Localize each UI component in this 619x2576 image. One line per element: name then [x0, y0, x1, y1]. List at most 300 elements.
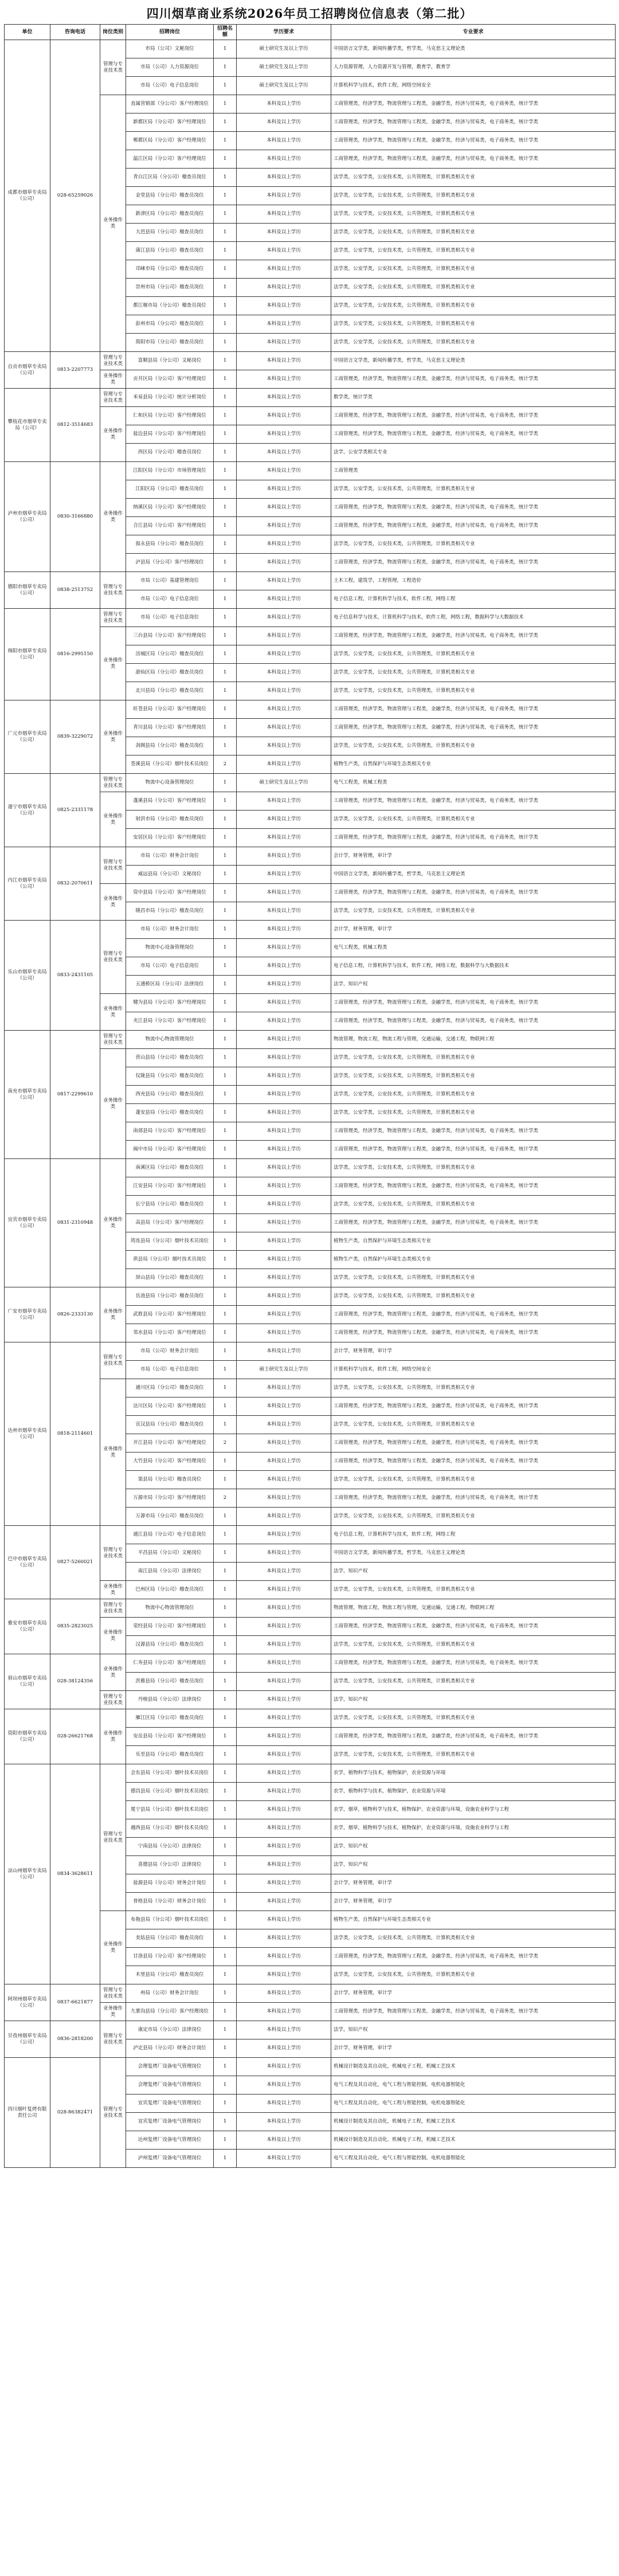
quota-cell: 1: [214, 2076, 237, 2095]
major-cell: 法学类，公安学类，公安技术类，公共管理类，计算机类相关专业: [331, 224, 616, 242]
education-cell: 本科及以上学历: [237, 829, 331, 847]
education-cell: 本科及以上学历: [237, 1856, 331, 1874]
position-cell: 大竹县局（分公司）客户经理岗位: [126, 1453, 214, 1471]
position-cell: 泸州复烤厂设备电气管理岗位: [126, 2150, 214, 2168]
major-cell: 法学类，公安学类，公安技术类，公共管理类，计算机类相关专业: [331, 1966, 616, 1984]
quota-cell: 1: [214, 1453, 237, 1471]
quota-cell: 1: [214, 1471, 237, 1489]
position-cell: 阆中市局（分公司）客户经理岗位: [126, 1141, 214, 1159]
category-cell: 管理与专业技术类: [100, 847, 126, 884]
phone-cell: 0830-3166880: [50, 462, 100, 572]
position-cell: 仪陇县局（分公司）稽查员岗位: [126, 1067, 214, 1086]
unit-cell: 绵阳市烟草专卖局（公司）: [5, 609, 50, 700]
position-cell: 市局（公司）人力资源岗位: [126, 58, 214, 77]
quota-cell: 1: [214, 1214, 237, 1232]
position-cell: 金堂县局（分公司）稽查员岗位: [126, 187, 214, 205]
position-cell: 安居区局（分公司）客户经理岗位: [126, 829, 214, 847]
education-cell: 本科及以上学历: [237, 1342, 331, 1361]
major-cell: 计算机科学与技术，软件工程，网络空间安全: [331, 77, 616, 95]
phone-cell: 028-26621768: [50, 1709, 100, 1764]
positions-table: [4, 24, 616, 2168]
position-cell: 市局（公司）基建管理岗位: [126, 572, 214, 590]
education-cell: 本科及以上学历: [237, 737, 331, 755]
table-row: [5, 1287, 616, 1306]
table-row: [5, 700, 616, 719]
quota-cell: 1: [214, 1948, 237, 1966]
education-cell: 本科及以上学历: [237, 609, 331, 627]
education-cell: 本科及以上学历: [237, 480, 331, 499]
quota-cell: 1: [214, 113, 237, 132]
major-cell: 法学类，公安学类，公安技术类，公共管理类，计算机类相关专业: [331, 242, 616, 260]
position-cell: 九寨沟县局（分公司）客户经理岗位: [126, 2003, 214, 2021]
category-cell: 业务操作类: [100, 1581, 126, 1599]
major-cell: 电气工程类，机械工程类: [331, 774, 616, 792]
major-cell: 工商管理类，经济学类，物流管理与工程类，金融学类，经济与贸易类，电子商务类，统计学类: [331, 1214, 616, 1232]
phone-cell: 028-65259026: [50, 40, 100, 352]
major-cell: 工商管理类，经济学类，物流管理与工程类，金融学类，经济与贸易类，电子商务类，统计学类: [331, 1618, 616, 1636]
position-cell: 会理复烤厂设备电气管理岗位: [126, 2058, 214, 2076]
major-cell: 农学，烟草，植物科学与技术，植物保护，农业资源与环境，设施农业科学与工程: [331, 1819, 616, 1838]
major-cell: 工商管理类，经济学类，物流管理与工程类，金融学类，经济与贸易类，电子商务类，统计学类: [331, 407, 616, 425]
position-cell: 仁寿县局（分公司）客户经理岗位: [126, 1654, 214, 1673]
major-cell: 法学，知识产权: [331, 2021, 616, 2039]
unit-cell: 自贡市烟草专卖局（公司）: [5, 352, 50, 389]
education-cell: 本科及以上学历: [237, 1874, 331, 1893]
unit-cell: 遂宁市烟草专卖局（公司）: [5, 774, 50, 847]
major-cell: 法学，知识产权: [331, 976, 616, 994]
quota-cell: 1: [214, 1819, 237, 1838]
education-cell: 本科及以上学历: [237, 590, 331, 609]
quota-cell: 1: [214, 1984, 237, 2003]
major-cell: 法学类，公安学类，公安技术类，公共管理类，计算机类相关专业: [331, 1049, 616, 1067]
position-cell: 市局（公司）电子信息岗位: [126, 957, 214, 976]
position-cell: 温江区局（分公司）客户经理岗位: [126, 150, 214, 169]
major-cell: 会计学，财务管理，审计学: [331, 921, 616, 939]
position-cell: 市局（公司）电子信息岗位: [126, 77, 214, 95]
education-cell: 本科及以上学历: [237, 664, 331, 682]
major-cell: 法学类，公安学类，公安技术类，公共管理类，计算机类相关专业: [331, 1104, 616, 1122]
position-cell: 甘洛县局（分公司）客户经理岗位: [126, 1948, 214, 1966]
education-cell: 本科及以上学历: [237, 1177, 331, 1196]
quota-cell: 1: [214, 1728, 237, 1746]
position-cell: 物流中心物流管理岗位: [126, 1031, 214, 1049]
position-cell: 喜德县局（分公司）法律岗位: [126, 1856, 214, 1874]
quota-cell: 1: [214, 1324, 237, 1342]
major-cell: 植物生产类，自然保护与环境生态类相关专业: [331, 1911, 616, 1929]
education-cell: 本科及以上学历: [237, 1911, 331, 1929]
category-cell: 业务操作类: [100, 994, 126, 1031]
quota-cell: 1: [214, 499, 237, 517]
table-row: [5, 572, 616, 590]
position-cell: 南江县局（分公司）法律岗位: [126, 1563, 214, 1581]
education-cell: 硕士研究生及以上学历: [237, 58, 331, 77]
major-cell: 法学类，公安学类，公安技术类，公共管理类，计算机类相关专业: [331, 315, 616, 334]
quota-cell: 1: [214, 609, 237, 627]
education-cell: 本科及以上学历: [237, 2150, 331, 2168]
major-cell: 计算机科学与技术，软件工程，网络空间安全: [331, 1361, 616, 1379]
quota-cell: 1: [214, 352, 237, 370]
quota-cell: 1: [214, 370, 237, 389]
quota-cell: 1: [214, 2095, 237, 2113]
major-cell: 电气工程及其自动化，电气工程与智能控制，电机电器智能化: [331, 2150, 616, 2168]
education-cell: 本科及以上学历: [237, 2058, 331, 2076]
education-cell: 本科及以上学历: [237, 1434, 331, 1453]
quota-cell: 1: [214, 664, 237, 682]
major-cell: 电气工程及其自动化，电气工程与智能控制，电机电器智能化: [331, 2095, 616, 2113]
table-row: [5, 2058, 616, 2076]
education-cell: 本科及以上学历: [237, 976, 331, 994]
unit-cell: 眉山市烟草专卖局（公司）: [5, 1654, 50, 1709]
education-cell: 本科及以上学历: [237, 719, 331, 737]
category-cell: 业务操作类: [100, 1618, 126, 1654]
education-cell: 本科及以上学历: [237, 1324, 331, 1342]
major-cell: 法学类，公安学类，公安技术类，公共管理类，计算机类相关专业: [331, 1287, 616, 1306]
education-cell: 本科及以上学历: [237, 1544, 331, 1563]
category-cell: 业务操作类: [100, 95, 126, 352]
position-cell: 射洪市局（分公司）稽查员岗位: [126, 811, 214, 829]
major-cell: 工商管理类，经济学类，物流管理与工程类，金融学类，经济与贸易类，电子商务类，统计学类: [331, 1324, 616, 1342]
quota-cell: 1: [214, 1709, 237, 1728]
category-cell: 业务操作类: [100, 1049, 126, 1159]
position-cell: 达州复烤厂设备电气管理岗位: [126, 2131, 214, 2150]
position-cell: 美姑县局（分公司）稽查员岗位: [126, 1929, 214, 1948]
position-cell: 巴州区局（分公司）稽查员岗位: [126, 1581, 214, 1599]
category-cell: 业务操作类: [100, 370, 126, 389]
position-cell: 西区局（分公司）稽查员岗位: [126, 444, 214, 462]
education-cell: 本科及以上学历: [237, 1581, 331, 1599]
category-cell: 管理与专业技术类: [100, 572, 126, 609]
table-row: [5, 1709, 616, 1728]
quota-cell: 1: [214, 315, 237, 334]
position-cell: 合江县局（分公司）客户经理岗位: [126, 517, 214, 535]
major-cell: 工商管理类，经济学类，物流管理与工程类，金融学类，经济与贸易类，电子商务类，统计学类: [331, 994, 616, 1012]
education-cell: 本科及以上学历: [237, 517, 331, 535]
major-cell: 工商管理类，经济学类，物流管理与工程类，金融学类，经济与贸易类，电子商务类，统计学类: [331, 370, 616, 389]
education-cell: 本科及以上学历: [237, 1984, 331, 2003]
position-cell: 冕宁县局（分公司）烟叶技术员岗位: [126, 1801, 214, 1819]
header-unit: 单位: [5, 25, 50, 40]
quota-cell: 1: [214, 939, 237, 957]
table-row: [5, 462, 616, 480]
table-row: [5, 2021, 616, 2039]
category-cell: 管理与专业技术类: [100, 1984, 126, 2003]
position-cell: 万源市局（分公司）客户经理岗位: [126, 1489, 214, 1508]
major-cell: 工商管理类，经济学类，物流管理与工程类，金融学类，经济与贸易类，电子商务类，统计学类: [331, 829, 616, 847]
quota-cell: 1: [214, 719, 237, 737]
position-cell: 康定市局（分公司）法律岗位: [126, 2021, 214, 2039]
position-cell: 西充县局（分公司）稽查员岗位: [126, 1086, 214, 1104]
unit-cell: 广安市烟草专卖局（公司）: [5, 1287, 50, 1342]
education-cell: 本科及以上学历: [237, 1031, 331, 1049]
quota-cell: 1: [214, 792, 237, 811]
quota-cell: 1: [214, 554, 237, 572]
position-cell: 江安县局（分公司）客户经理岗位: [126, 1177, 214, 1196]
phone-cell: 0833-2431105: [50, 921, 100, 1031]
position-cell: 纳溪区局（分公司）客户经理岗位: [126, 499, 214, 517]
major-cell: 工商管理类，经济学类，物流管理与工程类，金融学类，经济与贸易类，电子商务类，统计学类: [331, 499, 616, 517]
education-cell: 本科及以上学历: [237, 1709, 331, 1728]
quota-cell: 1: [214, 1874, 237, 1893]
major-cell: 工商管理类，经济学类，物流管理与工程类，金融学类，经济与贸易类，电子商务类，统计学类: [331, 792, 616, 811]
table-row: [5, 1031, 616, 1049]
phone-cell: 0818-2114601: [50, 1342, 100, 1526]
major-cell: 法学类，公安学类，公安技术类，公共管理类，计算机类相关专业: [331, 1636, 616, 1654]
education-cell: 本科及以上学历: [237, 1636, 331, 1654]
unit-cell: 德阳市烟草专卖局（公司）: [5, 572, 50, 609]
phone-cell: 0837-6621877: [50, 1984, 100, 2021]
education-cell: 本科及以上学历: [237, 1966, 331, 1984]
position-cell: 都江堰市局（分公司）稽查员岗位: [126, 297, 214, 315]
major-cell: 机械设计制造及其自动化，机械电子工程，机械工艺技术: [331, 2113, 616, 2131]
unit-cell: 内江市烟草专卖局（公司）: [5, 847, 50, 921]
quota-cell: 1: [214, 462, 237, 480]
table-row: [5, 774, 616, 792]
major-cell: 工商管理类，经济学类，物流管理与工程类，金融学类，经济与贸易类，电子商务类，统计学类: [331, 132, 616, 150]
phone-cell: 0834-3628611: [50, 1764, 100, 1984]
phone-cell: 0839-3229072: [50, 700, 100, 774]
education-cell: 本科及以上学历: [237, 902, 331, 921]
category-cell: 业务操作类: [100, 792, 126, 847]
position-cell: 万源市局（分公司）稽查员岗位: [126, 1508, 214, 1526]
education-cell: 本科及以上学历: [237, 169, 331, 187]
position-cell: 北川县局（分公司）稽查员岗位: [126, 682, 214, 700]
major-cell: 法学类，公安学类，公安技术类，公共管理类，计算机类相关专业: [331, 1086, 616, 1104]
quota-cell: 1: [214, 627, 237, 645]
major-cell: 电子信息工程，计算机科学与技术，软件工程，网络工程: [331, 1526, 616, 1544]
quota-cell: 1: [214, 1177, 237, 1196]
education-cell: 本科及以上学历: [237, 1801, 331, 1819]
category-cell: 管理与专业技术类: [100, 1764, 126, 1911]
quota-cell: 1: [214, 1269, 237, 1287]
education-cell: 硕士研究生及以上学历: [237, 40, 331, 58]
position-cell: 高县局（分公司）客户经理岗位: [126, 1214, 214, 1232]
education-cell: 本科及以上学历: [237, 224, 331, 242]
major-cell: 工商管理类，经济学类，物流管理与工程类，金融学类，经济与贸易类，电子商务类，统计学类: [331, 2003, 616, 2021]
position-cell: 渠县局（分公司）稽查员岗位: [126, 1471, 214, 1489]
phone-cell: 0831-2310948: [50, 1159, 100, 1287]
position-cell: 盐源县局（分公司）财务会计岗位: [126, 1874, 214, 1893]
major-cell: 工商管理类，经济学类，物流管理与工程类，金融学类，经济与贸易类，电子商务类，统计学类: [331, 1948, 616, 1966]
education-cell: 本科及以上学历: [237, 2003, 331, 2021]
quota-cell: 1: [214, 1563, 237, 1581]
education-cell: 本科及以上学历: [237, 1287, 331, 1306]
major-cell: 法学类，公安学类，公安技术类，公共管理类，计算机类相关专业: [331, 1508, 616, 1526]
phone-cell: 028-38124356: [50, 1654, 100, 1709]
quota-cell: 1: [214, 480, 237, 499]
position-cell: 越西县局（分公司）烟叶技术员岗位: [126, 1819, 214, 1838]
table-body: [5, 40, 616, 2168]
education-cell: 本科及以上学历: [237, 242, 331, 260]
quota-cell: 1: [214, 77, 237, 95]
table-row: [5, 1342, 616, 1361]
major-cell: 农学，植物科学与技术，植物保护，农业资源与环境: [331, 1783, 616, 1801]
major-cell: 会计学，财务管理，审计学: [331, 1984, 616, 2003]
position-cell: 蒲江县局（分公司）稽查员岗位: [126, 242, 214, 260]
quota-cell: 1: [214, 1966, 237, 1984]
unit-cell: 成都市烟草专卖局（公司）: [5, 40, 50, 352]
header-row: [5, 25, 616, 40]
position-cell: 宣汉县局（分公司）稽查员岗位: [126, 1416, 214, 1434]
header-position: 招聘岗位: [126, 25, 214, 40]
major-cell: 法学类，公安学类，公安技术类，公共管理类，计算机类相关专业: [331, 1067, 616, 1086]
quota-cell: 1: [214, 1636, 237, 1654]
quota-cell: 1: [214, 1746, 237, 1764]
education-cell: 本科及以上学历: [237, 1893, 331, 1911]
education-cell: 本科及以上学历: [237, 352, 331, 370]
education-cell: 本科及以上学历: [237, 1416, 331, 1434]
quota-cell: 1: [214, 1691, 237, 1709]
position-cell: 平昌县局（分公司）文秘岗位: [126, 1544, 214, 1563]
education-cell: 本科及以上学历: [237, 572, 331, 590]
quota-cell: 1: [214, 517, 237, 535]
quota-cell: 1: [214, 58, 237, 77]
phone-cell: 0832-2070611: [50, 847, 100, 921]
major-cell: 会计学，财务管理，审计学: [331, 2039, 616, 2058]
category-cell: 管理与专业技术类: [100, 40, 126, 95]
position-cell: 仁和区局（分公司）客户经理岗位: [126, 407, 214, 425]
quota-cell: 1: [214, 1306, 237, 1324]
category-cell: 管理与专业技术类: [100, 1526, 126, 1581]
position-cell: 通江县局（分公司）电子信息岗位: [126, 1526, 214, 1544]
education-cell: 本科及以上学历: [237, 1599, 331, 1618]
major-cell: 工商管理类，经济学类，物流管理与工程类，金融学类，经济与贸易类，电子商务类，统计学类: [331, 1728, 616, 1746]
quota-cell: 1: [214, 1397, 237, 1416]
major-cell: 工商管理类，经济学类，物流管理与工程类，金融学类，经济与贸易类，电子商务类，统计学类: [331, 150, 616, 169]
category-cell: 业务操作类: [100, 627, 126, 700]
position-cell: 苍溪县局（分公司）烟叶技术员岗位: [126, 755, 214, 774]
education-cell: 本科及以上学历: [237, 2021, 331, 2039]
table-row: [5, 1764, 616, 1783]
major-cell: 人力资源管理，人力资源开发与管理，教育学，教育学: [331, 58, 616, 77]
quota-cell: 1: [214, 1031, 237, 1049]
position-cell: 隆昌市局（分公司）稽查员岗位: [126, 902, 214, 921]
education-cell: 本科及以上学历: [237, 1948, 331, 1966]
position-cell: 会理复烤厂设备电气管理岗位: [126, 2076, 214, 2095]
position-cell: 市局（公司）文秘岗位: [126, 40, 214, 58]
quota-cell: 1: [214, 1287, 237, 1306]
education-cell: 本科及以上学历: [237, 957, 331, 976]
quota-cell: 1: [214, 389, 237, 407]
header-quota: 招聘名额: [214, 25, 237, 40]
position-cell: 直属营销部（分公司）客户经理岗位: [126, 95, 214, 113]
education-cell: 本科及以上学历: [237, 1929, 331, 1948]
position-cell: 市局（公司）财务会计岗位: [126, 921, 214, 939]
education-cell: 本科及以上学历: [237, 1508, 331, 1526]
position-cell: 布拖县局（分公司）烟叶技术员岗位: [126, 1911, 214, 1929]
category-cell: 业务操作类: [100, 1379, 126, 1526]
category-cell: 管理与专业技术类: [100, 1031, 126, 1049]
education-cell: 本科及以上学历: [237, 1067, 331, 1086]
education-cell: 本科及以上学历: [237, 2113, 331, 2131]
education-cell: 本科及以上学历: [237, 315, 331, 334]
education-cell: 本科及以上学历: [237, 792, 331, 811]
phone-cell: 0825-2331178: [50, 774, 100, 847]
quota-cell: 1: [214, 1654, 237, 1673]
position-cell: 崇州市局（分公司）稽查员岗位: [126, 279, 214, 297]
position-cell: 达川区局（分公司）客户经理岗位: [126, 1397, 214, 1416]
table-row: [5, 352, 616, 370]
education-cell: 本科及以上学历: [237, 1618, 331, 1636]
unit-cell: 攀枝花市烟草专卖局（公司）: [5, 389, 50, 462]
education-cell: 本科及以上学历: [237, 205, 331, 224]
table-row: [5, 847, 616, 866]
position-cell: 德昌县局（分公司）烟叶技术员岗位: [126, 1783, 214, 1801]
major-cell: 植物生产类，自然保护与环境生态类相关专业: [331, 1251, 616, 1269]
unit-cell: 资阳市烟草专卖局（公司）: [5, 1709, 50, 1764]
major-cell: 法学类，公安学类，公安技术类，公共管理类，计算机类相关专业: [331, 682, 616, 700]
quota-cell: 1: [214, 847, 237, 866]
education-cell: 本科及以上学历: [237, 425, 331, 444]
education-cell: 本科及以上学历: [237, 1691, 331, 1709]
table-row: [5, 1599, 616, 1618]
major-cell: 法学类，公安学类，公安技术类，公共管理类，计算机类相关专业: [331, 260, 616, 279]
major-cell: 法学类，公安学类，公安技术类，公共管理类，计算机类相关专业: [331, 1196, 616, 1214]
education-cell: 本科及以上学历: [237, 1783, 331, 1801]
position-cell: 长宁县局（分公司）稽查员岗位: [126, 1196, 214, 1214]
position-cell: 乐至县局（分公司）稽查员岗位: [126, 1746, 214, 1764]
phone-cell: 0817-2299610: [50, 1031, 100, 1159]
education-cell: 本科及以上学历: [237, 535, 331, 554]
phone-cell: 0838-2513752: [50, 572, 100, 609]
position-cell: 旺苍县局（分公司）客户经理岗位: [126, 700, 214, 719]
position-cell: 雁江区局（分公司）稽查员岗位: [126, 1709, 214, 1728]
category-cell: 业务操作类: [100, 700, 126, 774]
position-cell: 物流中心设备管理岗位: [126, 774, 214, 792]
education-cell: 本科及以上学历: [237, 1819, 331, 1838]
education-cell: 本科及以上学历: [237, 1141, 331, 1159]
position-cell: 武胜县局（分公司）客户经理岗位: [126, 1306, 214, 1324]
position-cell: 江阳区局（分公司）稽查员岗位: [126, 480, 214, 499]
quota-cell: 1: [214, 2021, 237, 2039]
major-cell: 工商管理类，经济学类，物流管理与工程类，金融学类，经济与贸易类，电子商务类，统计学类: [331, 1434, 616, 1453]
quota-cell: 1: [214, 921, 237, 939]
quota-cell: 1: [214, 1141, 237, 1159]
quota-cell: 1: [214, 1929, 237, 1948]
quota-cell: 1: [214, 1581, 237, 1599]
education-cell: 本科及以上学历: [237, 1563, 331, 1581]
quota-cell: 1: [214, 829, 237, 847]
major-cell: 法学类，公安学类，公安技术类，公共管理类，计算机类相关专业: [331, 169, 616, 187]
education-cell: 本科及以上学历: [237, 1306, 331, 1324]
major-cell: 法学类，公安学类，公安技术类，公共管理类，计算机类相关专业: [331, 535, 616, 554]
quota-cell: 1: [214, 535, 237, 554]
major-cell: 法学类，公安学类，公安技术类，公共管理类，计算机类相关专业: [331, 1159, 616, 1177]
major-cell: 工商管理类，经济学类，物流管理与工程类，金融学类，经济与贸易类，电子商务类，统计学类: [331, 554, 616, 572]
position-cell: 安岳县局（分公司）客户经理岗位: [126, 1728, 214, 1746]
position-cell: 岳池县局（分公司）稽查员岗位: [126, 1287, 214, 1306]
education-cell: 本科及以上学历: [237, 994, 331, 1012]
quota-cell: 1: [214, 2039, 237, 2058]
position-cell: 开江县局（分公司）客户经理岗位: [126, 1434, 214, 1453]
position-cell: 宜宾复烤厂设备电气管理岗位: [126, 2095, 214, 2113]
major-cell: 电气工程类，机械工程类: [331, 939, 616, 957]
major-cell: 工商管理类: [331, 462, 616, 480]
major-cell: 法学类，公安学类，公安技术类，公共管理类，计算机类相关专业: [331, 1269, 616, 1287]
position-cell: 蓬安县局（分公司）稽查员岗位: [126, 1104, 214, 1122]
unit-cell: 南充市烟草专卖局（公司）: [5, 1031, 50, 1159]
quota-cell: 1: [214, 2003, 237, 2021]
major-cell: 法学类，公安学类，公安技术类，公共管理类，计算机类相关专业: [331, 737, 616, 755]
major-cell: 工商管理类，经济学类，物流管理与工程类，金融学类，经济与贸易类，电子商务类，统计学类: [331, 113, 616, 132]
major-cell: 农学，烟草，植物科学与技术，植物保护，农业资源与环境，设施农业科学与工程: [331, 1801, 616, 1819]
major-cell: 法学，知识产权: [331, 1856, 616, 1874]
position-cell: 贡井区局（分公司）客户经理岗位: [126, 370, 214, 389]
quota-cell: 1: [214, 866, 237, 884]
major-cell: 法学类，公安学类，公安技术类，公共管理类，计算机类相关专业: [331, 297, 616, 315]
quota-cell: 1: [214, 2131, 237, 2150]
major-cell: 法学类，公安学类，公安技术类，公共管理类，计算机类相关专业: [331, 645, 616, 664]
major-cell: 电气工程及其自动化，电气工程与智能控制，电机电器智能化: [331, 2076, 616, 2095]
